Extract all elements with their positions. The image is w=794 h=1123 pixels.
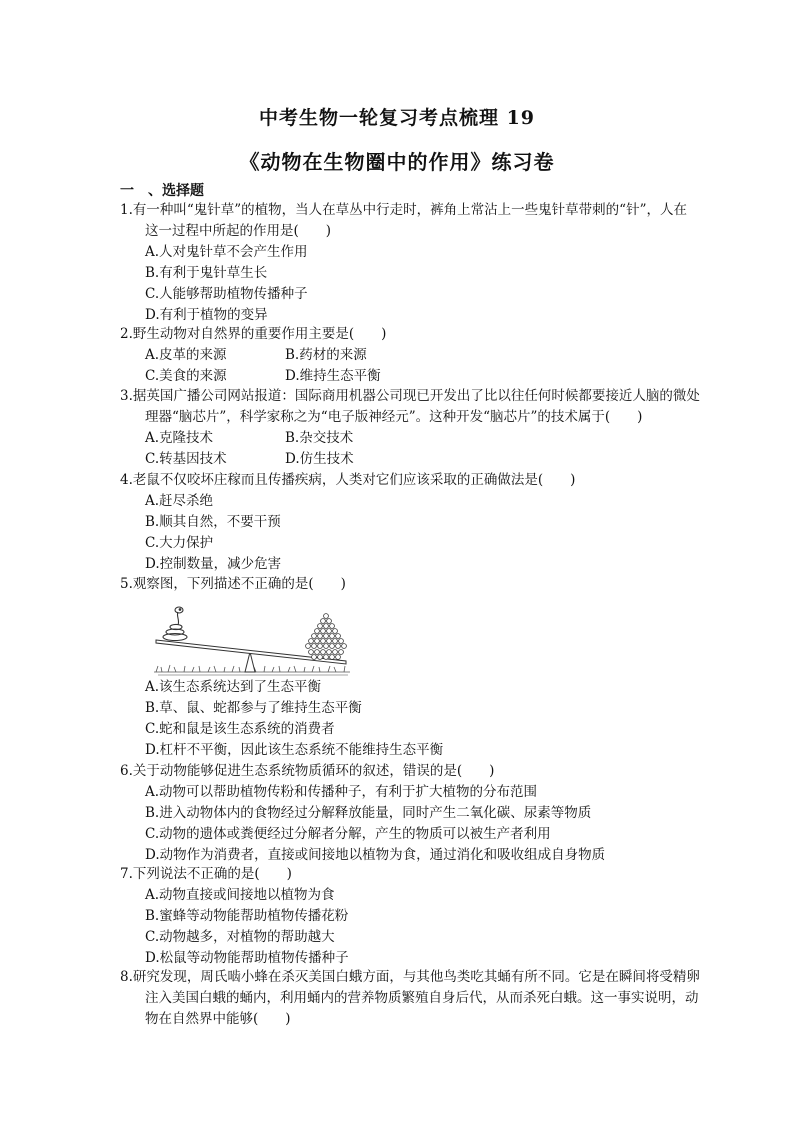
option-a: A.人对鬼针草不会产生作用 xyxy=(145,244,308,260)
option-d: D.仿生技术 xyxy=(285,451,354,467)
question-stem: 6.关于动物能够促进生态系统物质循环的叙述，错误的是( ) xyxy=(120,763,495,779)
option-a: A.皮革的来源 xyxy=(145,347,227,363)
option-d: D.控制数量，减少危害 xyxy=(145,556,282,572)
question-1 xyxy=(120,200,700,326)
question-5 xyxy=(120,574,700,595)
question-stem: 7.下列说法不正确的是( ) xyxy=(120,866,292,882)
option-d: D.维持生态平衡 xyxy=(285,368,381,384)
option-b: B.草、鼠、蛇都参与了维持生态平衡 xyxy=(145,700,362,716)
option-a: A.赶尽杀绝 xyxy=(145,493,214,509)
option-c: C.美食的来源 xyxy=(145,368,227,384)
option-b: B.蜜蜂等动物能帮助植物传播花粉 xyxy=(145,908,349,924)
question-3 xyxy=(120,386,700,470)
option-a: A.克隆技术 xyxy=(145,430,214,446)
question-2 xyxy=(120,324,700,387)
option-c: C.大力保护 xyxy=(145,535,214,551)
option-d: D.动物作为消费者，直接或间接地以植物为食，通过消化和吸收组成自身物质 xyxy=(145,847,606,863)
question-8 xyxy=(120,967,700,1030)
option-b: B.顺其自然，不要干预 xyxy=(145,514,281,530)
option-d: D.松鼠等动物能帮助植物传播种子 xyxy=(145,950,349,966)
question-stem: 8.研究发现，周氏啮小蜂在杀灭美国白蛾方面，与其他鸟类吃其蛹有所不同。它是在瞬间将受精卵注入美国白蛾的蛹内，利用蛹内的营养物质繁殖自身后代，从而杀死白蛾。这一事实说明，动物在自然界中能够( ) xyxy=(120,969,700,1027)
snake-icon xyxy=(163,607,187,641)
question-stem: 2.野生动物对自然界的重要作用主要是( ) xyxy=(120,326,387,342)
option-b: B.药材的来源 xyxy=(285,347,367,363)
page-subtitle: 《动物在生物圈中的作用》练习卷 xyxy=(239,150,555,174)
fulcrum-icon xyxy=(245,652,255,672)
question-5-options xyxy=(120,677,700,761)
question-stem: 4.老鼠不仅咬坏庄稼而且传播疾病，人类对它们应该采取的正确做法是( ) xyxy=(120,472,576,488)
option-c: C.人能够帮助植物传播种子 xyxy=(145,286,308,302)
option-c: C.动物越多，对植物的帮助越大 xyxy=(145,929,335,945)
section-heading: 一 、选择题 xyxy=(120,183,204,199)
page-title: 中考生物一轮复习考点梳理 19 xyxy=(258,107,536,129)
option-d: D.有利于植物的变异 xyxy=(145,307,268,323)
option-b: B.有利于鬼针草生长 xyxy=(145,265,268,281)
option-a: A.该生态系统达到了生态平衡 xyxy=(145,679,322,695)
option-c: C.蛇和鼠是该生态系统的消费者 xyxy=(145,721,335,737)
question-stem: 3.据英国广播公司网站报道：国际商用机器公司现已开发出了比以往任何时候都要接近人脑的微处理器“脑芯片”，科学家称之为“电子版神经元”。这种开发“脑芯片”的技术属于( ) xyxy=(120,388,700,425)
question-stem: 5.观察图，下列描述不正确的是( ) xyxy=(120,576,346,592)
question-4 xyxy=(120,470,700,575)
seesaw-illustration xyxy=(150,602,350,677)
option-c: C.动物的遗体或粪便经过分解者分解，产生的物质可以被生产者利用 xyxy=(145,826,551,842)
option-b: B.杂交技术 xyxy=(285,430,354,446)
option-c: C.转基因技术 xyxy=(145,451,227,467)
mice-pyramid-icon xyxy=(306,614,347,660)
question-stem: 1.有一种叫“鬼针草”的植物，当人在草丛中行走时，裤角上常沾上一些鬼针草带刺的“针”，人在这一过程中所起的作用是( ) xyxy=(120,202,687,239)
option-a: A.动物直接或间接地以植物为食 xyxy=(145,887,335,903)
option-a: A.动物可以帮助植物传粉和传播种子，有利于扩大植物的分布范围 xyxy=(145,784,538,800)
option-d: D.杠杆不平衡，因此该生态系统不能维持生态平衡 xyxy=(145,742,444,758)
question-6 xyxy=(120,761,700,866)
question-7 xyxy=(120,864,700,969)
option-b: B.进入动物体内的食物经过分解释放能量，同时产生二氧化碳、尿素等物质 xyxy=(145,805,592,821)
